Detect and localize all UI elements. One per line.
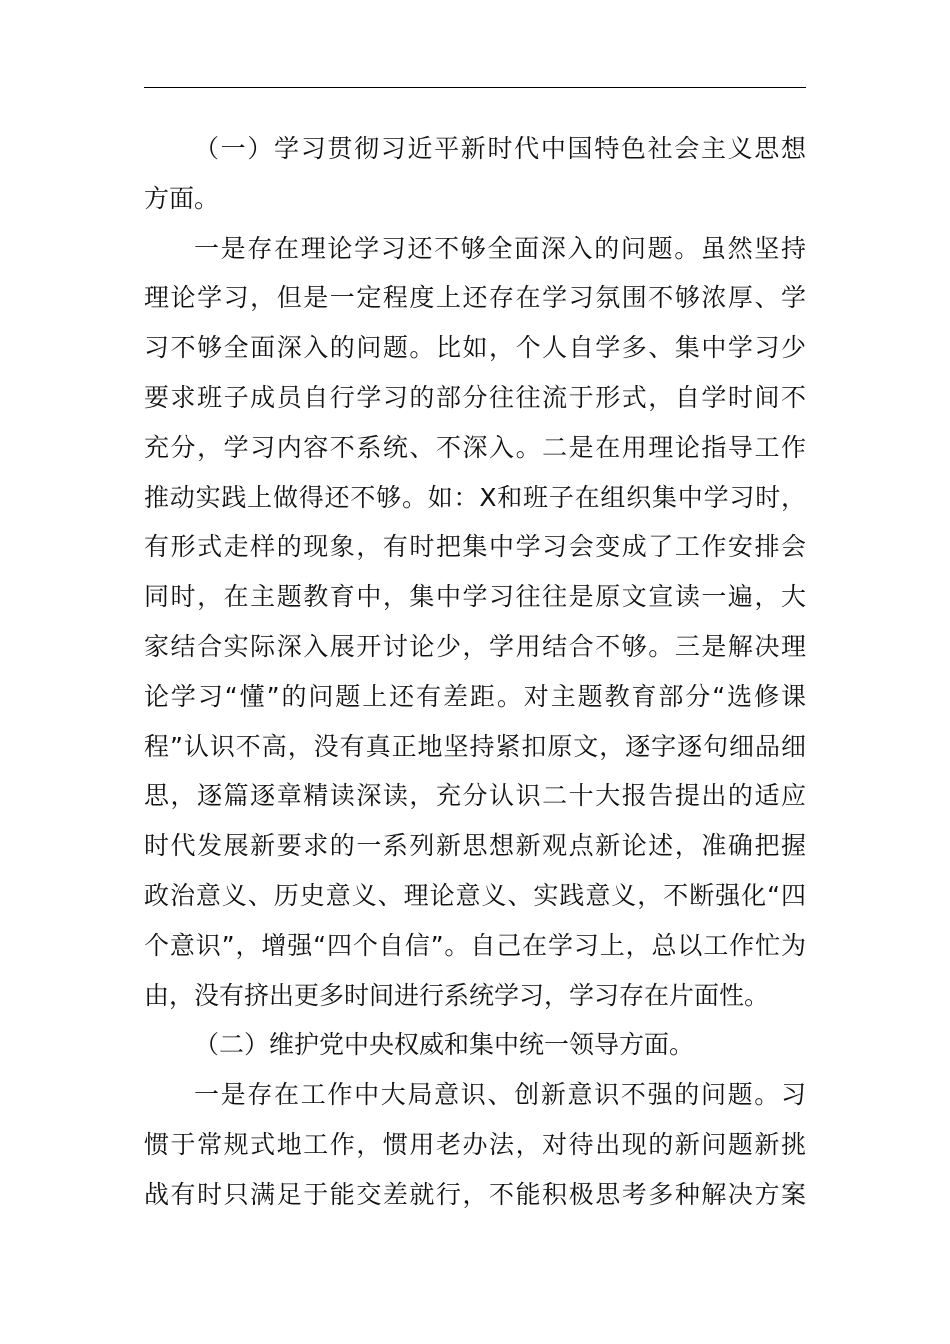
text-line: （一）学习贯彻习近平新时代中国特色社会主义思想: [194, 134, 806, 163]
text-line: 一是存在理论学习还不够全面深入的问题。虽然坚持: [194, 233, 806, 263]
text-line: 家结合实际深入展开讨论少，学用结合不够。三是解决理: [144, 631, 806, 661]
text-line: 时代发展新要求的一系列新思想新观点新论述，准确把握: [144, 831, 806, 861]
text-line: 推动实践上做得还不够。如：X和班子在组织集中学习时，: [144, 482, 806, 512]
text-line: 程”认识不高，没有真正地坚持紧扣原文，逐字逐句细品细: [144, 731, 806, 761]
text-line: 思，逐篇逐章精读深读，充分认识二十大报告提出的适应: [144, 781, 806, 811]
text-line: 一是存在工作中大局意识、创新意识不强的问题。习: [194, 1080, 806, 1110]
text-line: 由，没有挤出更多时间进行系统学习，学习存在片面性。: [144, 980, 770, 1010]
text-line: 有形式走样的现象，有时把集中学习会变成了工作安排会: [144, 532, 806, 562]
text-line: 论学习“懂”的问题上还有差距。对主题教育部分“选修课: [144, 681, 806, 711]
body-text: [144, 124, 806, 1220]
text-line: 个意识”，增强“四个自信”。自己在学习上，总以工作忙为: [144, 930, 806, 960]
header-rule: [144, 87, 806, 88]
text-line: 理论学习，但是一定程度上还存在学习氛围不够浓厚、学: [144, 283, 806, 313]
text-line: （二）维护党中央权威和集中统一领导方面。: [194, 1030, 695, 1060]
text-line: 政治意义、历史意义、理论意义、实践意义，不断强化“四: [144, 880, 806, 910]
text-line: 习不够全面深入的问题。比如，个人自学多、集中学习少: [144, 333, 806, 363]
text-line: 惯于常规式地工作，惯用老办法，对待出现的新问题新挑: [144, 1129, 806, 1159]
text-line: 要求班子成员自行学习的部分往往流于形式，自学时间不: [144, 382, 806, 412]
text-line: 同时，在主题教育中，集中学习往往是原文宣读一遍，大: [144, 582, 806, 612]
text-line: 方面。: [144, 183, 220, 213]
text-line: 战有时只满足于能交差就行，不能积极思考多种解决方案: [144, 1179, 806, 1209]
text-line: 充分，学习内容不系统、不深入。二是在用理论指导工作: [144, 432, 806, 462]
